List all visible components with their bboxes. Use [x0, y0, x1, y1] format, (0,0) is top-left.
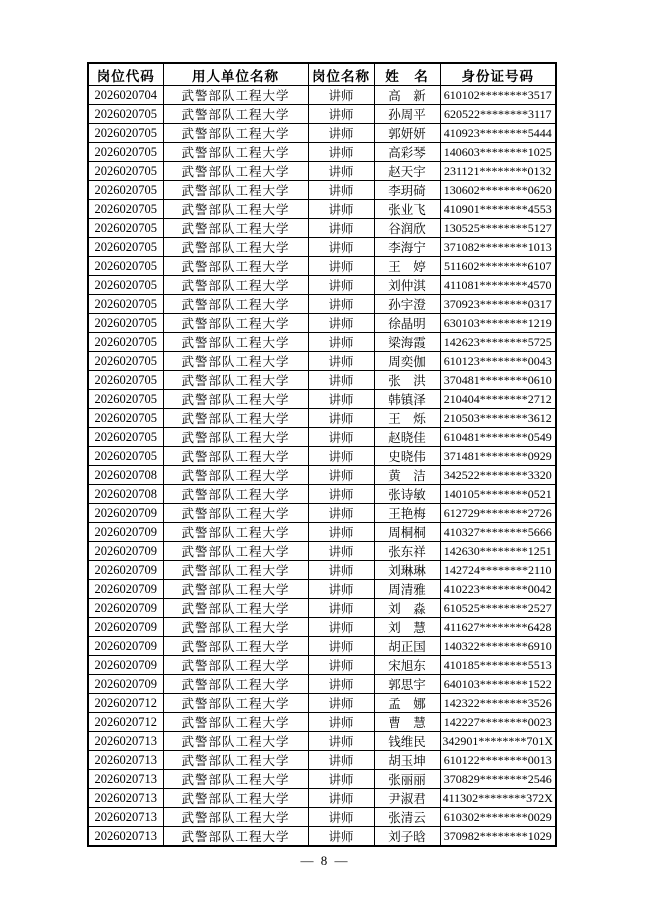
table-cell: 讲师	[308, 428, 374, 447]
table-row	[88, 238, 556, 257]
table-cell: 讲师	[308, 732, 374, 751]
table-cell: 610122********0013	[440, 751, 556, 770]
table-cell: 140105********0521	[440, 485, 556, 504]
table-cell: 411302********372X	[440, 789, 556, 808]
table-cell: 武警部队工程大学	[163, 808, 308, 827]
table-cell: 武警部队工程大学	[163, 637, 308, 656]
table-cell: 讲师	[308, 181, 374, 200]
table-cell: 2026020705	[88, 314, 163, 333]
table-cell: 孙宇澄	[374, 295, 440, 314]
table-cell: 2026020705	[88, 238, 163, 257]
table-cell: 2026020709	[88, 599, 163, 618]
table-cell: 讲师	[308, 105, 374, 124]
table-row	[88, 409, 556, 428]
table-cell: 武警部队工程大学	[163, 732, 308, 751]
table-cell: 2026020712	[88, 694, 163, 713]
table-cell: 2026020705	[88, 428, 163, 447]
table-cell: 2026020705	[88, 162, 163, 181]
table-row	[88, 808, 556, 827]
table-cell: 640103********1522	[440, 675, 556, 694]
table-cell: 讲师	[308, 409, 374, 428]
table-cell: 讲师	[308, 789, 374, 808]
table-cell: 610123********0043	[440, 352, 556, 371]
table-row	[88, 124, 556, 143]
table-cell: 武警部队工程大学	[163, 352, 308, 371]
table-row	[88, 732, 556, 751]
table-cell: 武警部队工程大学	[163, 447, 308, 466]
table-cell: 2026020713	[88, 808, 163, 827]
table-row	[88, 599, 556, 618]
table-cell: 曹 慧	[374, 713, 440, 732]
table-cell: 郭思宇	[374, 675, 440, 694]
table-cell: 210503********3612	[440, 409, 556, 428]
table-cell: 410901********4553	[440, 200, 556, 219]
table-cell: 2026020705	[88, 276, 163, 295]
table-cell: 2026020713	[88, 770, 163, 789]
table-cell: 讲师	[308, 599, 374, 618]
table-row	[88, 162, 556, 181]
table-cell: 武警部队工程大学	[163, 409, 308, 428]
table-cell: 武警部队工程大学	[163, 333, 308, 352]
table-cell: 刘 慧	[374, 618, 440, 637]
table-cell: 2026020708	[88, 485, 163, 504]
table-row	[88, 561, 556, 580]
table-cell: 讲师	[308, 561, 374, 580]
table-cell: 讲师	[308, 333, 374, 352]
table-cell: 刘仲淇	[374, 276, 440, 295]
table-cell: 讲师	[308, 808, 374, 827]
table-cell: 342522********3320	[440, 466, 556, 485]
table-cell: 2026020709	[88, 504, 163, 523]
table-row	[88, 390, 556, 409]
table-cell: 讲师	[308, 219, 374, 238]
table-cell: 2026020705	[88, 390, 163, 409]
table-cell: 讲师	[308, 675, 374, 694]
table-row	[88, 618, 556, 637]
table-cell: 武警部队工程大学	[163, 124, 308, 143]
table-cell: 2026020708	[88, 466, 163, 485]
table-cell: 2026020705	[88, 352, 163, 371]
table-cell: 武警部队工程大学	[163, 428, 308, 447]
table-cell: 张 洪	[374, 371, 440, 390]
table-cell: 武警部队工程大学	[163, 181, 308, 200]
table-cell: 黄 洁	[374, 466, 440, 485]
table-row	[88, 181, 556, 200]
table-cell: 2026020705	[88, 200, 163, 219]
table-cell: 讲师	[308, 770, 374, 789]
table-cell: 周奕伽	[374, 352, 440, 371]
table-cell: 140603********1025	[440, 143, 556, 162]
table-cell: 刘子晗	[374, 827, 440, 847]
table-cell: 讲师	[308, 295, 374, 314]
table-cell: 370481********0610	[440, 371, 556, 390]
table-cell: 2026020705	[88, 447, 163, 466]
table-cell: 2026020709	[88, 523, 163, 542]
table-cell: 张诗敏	[374, 485, 440, 504]
table-cell: 610481********0549	[440, 428, 556, 447]
table-row	[88, 675, 556, 694]
table-cell: 武警部队工程大学	[163, 162, 308, 181]
position-table	[87, 62, 557, 847]
table-cell: 讲师	[308, 276, 374, 295]
table-cell: 武警部队工程大学	[163, 694, 308, 713]
table-cell: 讲师	[308, 637, 374, 656]
table-cell: 赵天宇	[374, 162, 440, 181]
table-cell: 张清云	[374, 808, 440, 827]
table-row	[88, 447, 556, 466]
table-cell: 讲师	[308, 352, 374, 371]
table-cell: 2026020705	[88, 181, 163, 200]
table-cell: 142227********0023	[440, 713, 556, 732]
table-cell: 讲师	[308, 162, 374, 181]
table-row	[88, 219, 556, 238]
table-cell: 孟 娜	[374, 694, 440, 713]
table-cell: 410327********5666	[440, 523, 556, 542]
table-row	[88, 542, 556, 561]
table-cell: 371481********0929	[440, 447, 556, 466]
table-cell: 宋旭东	[374, 656, 440, 675]
table-row	[88, 523, 556, 542]
table-row	[88, 713, 556, 732]
table-cell: 231121********0132	[440, 162, 556, 181]
table-cell: 讲师	[308, 143, 374, 162]
table-cell: 610102********3517	[440, 86, 556, 105]
column-header-4: 身份证号码	[440, 63, 556, 86]
table-row	[88, 105, 556, 124]
table-cell: 讲师	[308, 656, 374, 675]
table-row	[88, 789, 556, 808]
table-cell: 武警部队工程大学	[163, 504, 308, 523]
table-row	[88, 257, 556, 276]
table-cell: 371082********1013	[440, 238, 556, 257]
table-cell: 武警部队工程大学	[163, 485, 308, 504]
table-cell: 胡玉坤	[374, 751, 440, 770]
table-cell: 370982********1029	[440, 827, 556, 847]
table-cell: 讲师	[308, 390, 374, 409]
table-cell: 郭妍妍	[374, 124, 440, 143]
table-cell: 刘 淼	[374, 599, 440, 618]
table-cell: 2026020705	[88, 257, 163, 276]
table-cell: 370829********2546	[440, 770, 556, 789]
table-cell: 胡正国	[374, 637, 440, 656]
table-cell: 李玥碕	[374, 181, 440, 200]
column-header-2: 岗位名称	[308, 63, 374, 86]
table-cell: 2026020704	[88, 86, 163, 105]
table-cell: 511602********6107	[440, 257, 556, 276]
table-cell: 2026020705	[88, 219, 163, 238]
table-cell: 武警部队工程大学	[163, 751, 308, 770]
table-cell: 2026020712	[88, 713, 163, 732]
table-cell: 410223********0042	[440, 580, 556, 599]
table-cell: 谷润欣	[374, 219, 440, 238]
table-cell: 周桐桐	[374, 523, 440, 542]
table-cell: 讲师	[308, 200, 374, 219]
table-cell: 孙周平	[374, 105, 440, 124]
column-header-0: 岗位代码	[88, 63, 163, 86]
table-cell: 411081********4570	[440, 276, 556, 295]
table-cell: 史晓伟	[374, 447, 440, 466]
page-number: — 8 —	[300, 853, 350, 868]
table-cell: 武警部队工程大学	[163, 770, 308, 789]
table-row	[88, 656, 556, 675]
table-cell: 410185********5513	[440, 656, 556, 675]
table-cell: 140322********6910	[440, 637, 556, 656]
table-cell: 410923********5444	[440, 124, 556, 143]
table-cell: 讲师	[308, 257, 374, 276]
table-cell: 武警部队工程大学	[163, 561, 308, 580]
table-cell: 讲师	[308, 751, 374, 770]
table-cell: 讲师	[308, 371, 374, 390]
table-cell: 张东祥	[374, 542, 440, 561]
table-row	[88, 314, 556, 333]
table-cell: 周清雅	[374, 580, 440, 599]
table-cell: 武警部队工程大学	[163, 105, 308, 124]
table-cell: 讲师	[308, 523, 374, 542]
table-row	[88, 428, 556, 447]
table-cell: 讲师	[308, 618, 374, 637]
table-cell: 2026020705	[88, 124, 163, 143]
column-header-1: 用人单位名称	[163, 63, 308, 86]
table-cell: 610525********2527	[440, 599, 556, 618]
table-cell: 武警部队工程大学	[163, 219, 308, 238]
table-cell: 韩镇泽	[374, 390, 440, 409]
table-cell: 钱维民	[374, 732, 440, 751]
table-row	[88, 827, 556, 847]
table-row	[88, 485, 556, 504]
table-cell: 2026020713	[88, 827, 163, 847]
table-cell: 武警部队工程大学	[163, 599, 308, 618]
table-cell: 342901********701X	[440, 732, 556, 751]
table-cell: 武警部队工程大学	[163, 238, 308, 257]
table-cell: 讲师	[308, 466, 374, 485]
table-cell: 武警部队工程大学	[163, 295, 308, 314]
table-cell: 2026020705	[88, 333, 163, 352]
table-row	[88, 637, 556, 656]
table-cell: 武警部队工程大学	[163, 143, 308, 162]
table-cell: 武警部队工程大学	[163, 656, 308, 675]
table-cell: 2026020705	[88, 371, 163, 390]
table-row	[88, 694, 556, 713]
table-cell: 武警部队工程大学	[163, 314, 308, 333]
table-cell: 讲师	[308, 314, 374, 333]
table-cell: 2026020709	[88, 656, 163, 675]
table-cell: 2026020705	[88, 295, 163, 314]
table-cell: 武警部队工程大学	[163, 827, 308, 847]
table-row	[88, 466, 556, 485]
table-cell: 武警部队工程大学	[163, 390, 308, 409]
table-cell: 刘琳琳	[374, 561, 440, 580]
table-cell: 2026020709	[88, 618, 163, 637]
table-cell: 130525********5127	[440, 219, 556, 238]
table-cell: 武警部队工程大学	[163, 523, 308, 542]
table-cell: 2026020709	[88, 561, 163, 580]
table-cell: 142630********1251	[440, 542, 556, 561]
table-cell: 620522********3117	[440, 105, 556, 124]
table-cell: 142322********3526	[440, 694, 556, 713]
table-row	[88, 295, 556, 314]
table-cell: 2026020713	[88, 789, 163, 808]
table-cell: 2026020709	[88, 637, 163, 656]
table-cell: 讲师	[308, 542, 374, 561]
table-cell: 讲师	[308, 580, 374, 599]
table-row	[88, 371, 556, 390]
table-header-row	[88, 63, 556, 86]
table-cell: 高彩琴	[374, 143, 440, 162]
table-row	[88, 751, 556, 770]
table-cell: 武警部队工程大学	[163, 713, 308, 732]
table-cell: 武警部队工程大学	[163, 200, 308, 219]
table-cell: 130602********0620	[440, 181, 556, 200]
table-cell: 讲师	[308, 447, 374, 466]
table-cell: 武警部队工程大学	[163, 466, 308, 485]
table-cell: 2026020705	[88, 105, 163, 124]
table-row	[88, 86, 556, 105]
table-cell: 411627********6428	[440, 618, 556, 637]
table-cell: 2026020709	[88, 675, 163, 694]
table-cell: 2026020713	[88, 732, 163, 751]
table-cell: 高 新	[374, 86, 440, 105]
table-cell: 2026020705	[88, 409, 163, 428]
table-cell: 张业飞	[374, 200, 440, 219]
table-cell: 王 婷	[374, 257, 440, 276]
table-cell: 讲师	[308, 238, 374, 257]
table-cell: 讲师	[308, 86, 374, 105]
table-cell: 370923********0317	[440, 295, 556, 314]
table-cell: 赵晓佳	[374, 428, 440, 447]
table-cell: 讲师	[308, 124, 374, 143]
table-cell: 武警部队工程大学	[163, 789, 308, 808]
table-cell: 梁海霞	[374, 333, 440, 352]
table-cell: 武警部队工程大学	[163, 542, 308, 561]
table-cell: 讲师	[308, 694, 374, 713]
table-cell: 2026020705	[88, 143, 163, 162]
table-cell: 2026020709	[88, 580, 163, 599]
table-cell: 徐晶明	[374, 314, 440, 333]
table-cell: 武警部队工程大学	[163, 371, 308, 390]
table-cell: 210404********2712	[440, 390, 556, 409]
table-cell: 张丽丽	[374, 770, 440, 789]
table-cell: 武警部队工程大学	[163, 618, 308, 637]
table-row	[88, 276, 556, 295]
table-cell: 武警部队工程大学	[163, 580, 308, 599]
table-row	[88, 333, 556, 352]
column-header-3: 姓 名	[374, 63, 440, 86]
table-cell: 142623********5725	[440, 333, 556, 352]
table-cell: 讲师	[308, 504, 374, 523]
table-row	[88, 504, 556, 523]
table-cell: 李海宁	[374, 238, 440, 257]
table-cell: 630103********1219	[440, 314, 556, 333]
table-cell: 武警部队工程大学	[163, 257, 308, 276]
table-row	[88, 143, 556, 162]
table-cell: 610302********0029	[440, 808, 556, 827]
table-row	[88, 352, 556, 371]
table-cell: 2026020709	[88, 542, 163, 561]
table-cell: 讲师	[308, 713, 374, 732]
table-cell: 讲师	[308, 827, 374, 847]
table-cell: 612729********2726	[440, 504, 556, 523]
table-cell: 讲师	[308, 485, 374, 504]
table-row	[88, 770, 556, 789]
table-cell: 2026020713	[88, 751, 163, 770]
table-cell: 尹淑君	[374, 789, 440, 808]
table-cell: 142724********2110	[440, 561, 556, 580]
table-cell: 武警部队工程大学	[163, 276, 308, 295]
table-cell: 武警部队工程大学	[163, 86, 308, 105]
table-cell: 王艳梅	[374, 504, 440, 523]
table-cell: 王 烁	[374, 409, 440, 428]
table-row	[88, 200, 556, 219]
table-row	[88, 580, 556, 599]
table-cell: 武警部队工程大学	[163, 675, 308, 694]
